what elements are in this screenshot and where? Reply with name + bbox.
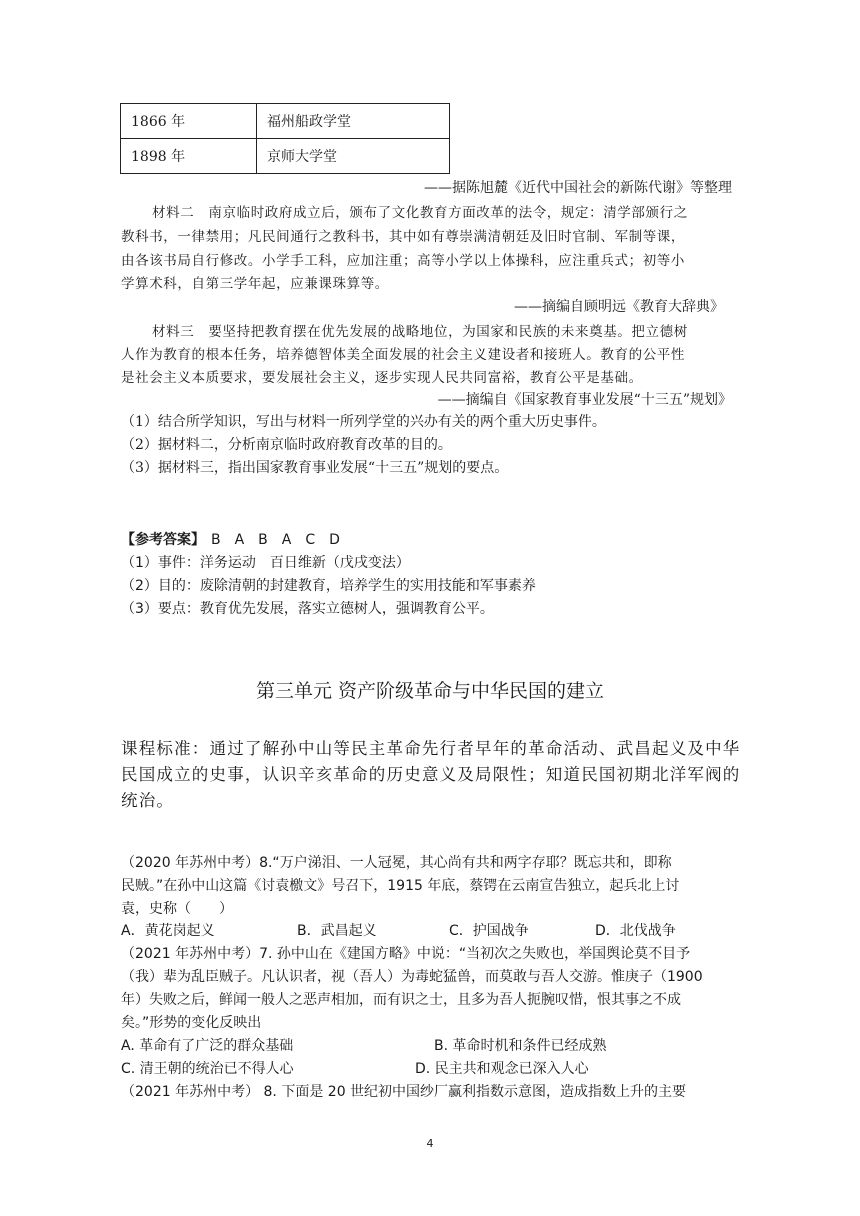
q7-2021-option-c: C. 清王朝的统治已不得人心 xyxy=(121,1061,294,1077)
question-1: （1）结合所学知识，写出与材料一所列学堂的兴办有关的两个重大历史事件。 xyxy=(121,414,606,430)
answer-1: （1）事件：洋务运动 百日维新（戊戌变法） xyxy=(121,555,410,571)
material3-line: 人作为教育的根本任务，培养德智体美全面发展的社会主义建设者和接班人。教育的公平性 xyxy=(121,347,685,363)
q7-2021-line: （我）辈为乱臣贼子。凡认识者，视（吾人）为毒蛇猛兽，而莫敢与吾人交游。惟庚子（1900 xyxy=(121,969,703,985)
q8-2020-line: （2020 年苏州中考）8.“万户涕泪、一人冠冕，其心尚有共和两字存耶？既忘共和，即称 xyxy=(121,855,672,871)
table-row xyxy=(121,139,450,174)
answer-heading: 【参考答案】 xyxy=(121,532,205,548)
table-cell-school: 京师大学堂 xyxy=(257,139,450,174)
answer-heading-row xyxy=(121,529,340,549)
course-standard-line: 民国成立的史事，认识辛亥革命的历史意义及局限性；知道民国初期北洋军阀的 xyxy=(121,765,741,784)
unit-title: 第三单元 资产阶级革命与中华民国的建立 xyxy=(255,680,605,702)
table-row xyxy=(121,104,450,139)
q8-2021-line: （2021 年苏州中考） 8. 下面是 20 世纪初中国纱厂赢利指数示意图，造成指数上升的主要 xyxy=(121,1084,687,1100)
page-number: 4 xyxy=(426,1137,434,1150)
course-standard-line: 课程标准：通过了解孙中山等民主革命先行者早年的革命活动、武昌起义及中华 xyxy=(121,739,741,758)
q7-2021-line: 矣。”形势的变化反映出 xyxy=(121,1015,262,1031)
material3-line: 材料三 要坚持把教育摆在优先发展的战略地位，为国家和民族的未来奠基。把立德树 xyxy=(152,324,688,340)
material2-line: 学算术科，自第三学年起，应兼课珠算等。 xyxy=(121,276,389,292)
table-cell-school: 福州船政学堂 xyxy=(257,104,450,139)
answer-2: （2）目的：废除清朝的封建教育，培养学生的实用技能和军事素养 xyxy=(121,578,536,594)
question-2: （2）据材料二，分析南京临时政府教育改革的目的。 xyxy=(121,437,452,453)
q7-2021-line: 年）失败之后，鲜闻一般人之恶声相加，而有识之士，且多为吾人扼腕叹惜，恨其事之不成 xyxy=(121,992,681,1008)
material2-line: 教科书，一律禁用；凡民间通行之教科书，其中如有尊崇满清朝廷及旧时官制、军制等课， xyxy=(121,229,685,245)
q8-2020-line: 袁，史称（ ） xyxy=(121,901,233,917)
answer-3: （3）要点：教育优先发展，落实立德树人，强调教育公平。 xyxy=(121,601,494,617)
q7-2021-line: （2021 年苏州中考）7. 孙中山在《建国方略》中说：“当初次之失败也，举国舆论莫不目予 xyxy=(121,946,691,962)
q8-2020-option-b: B．武昌起义 xyxy=(297,923,377,939)
material1-source: ——据陈旭麓《近代中国社会的新陈代谢》等整理 xyxy=(424,180,732,196)
school-table xyxy=(120,103,450,174)
question-3: （3）据材料三，指出国家教育事业发展“十三五”规划的要点。 xyxy=(121,460,509,476)
material2-source: ——摘编自顾明远《教育大辞典》 xyxy=(514,299,724,315)
course-standard-line: 统治。 xyxy=(121,791,175,810)
material2-line: 由各该书局自行修改。小学手工科，应加注重；高等小学以上体操科，应注重兵式；初等小 xyxy=(121,253,685,269)
material3-source: ——摘编自《国家教育事业发展“十三五”规划》 xyxy=(437,392,732,408)
table-cell-year: 1898 年 xyxy=(121,139,257,174)
answer-choices: B A B A C D xyxy=(211,532,340,548)
q7-2021-option-a: A. 革命有了广泛的群众基础 xyxy=(121,1038,294,1054)
material2-line: 材料二 南京临时政府成立后，颁布了文化教育方面改革的法令，规定：清学部颁行之 xyxy=(152,205,688,221)
q8-2020-line: 民贼。”在孙中山这篇《讨袁檄文》号召下，1915 年底，蔡锷在云南宣告独立，起兵北上讨 xyxy=(121,878,680,894)
q8-2020-option-d: D．北伐战争 xyxy=(595,923,676,939)
material3-line: 是社会主义本质要求，要发展社会主义，逐步实现人民共同富裕，教育公平是基础。 xyxy=(121,370,643,386)
table-cell-year: 1866 年 xyxy=(121,104,257,139)
q8-2020-option-c: C．护国战争 xyxy=(449,923,529,939)
q7-2021-option-b: B. 革命时机和条件已经成熟 xyxy=(434,1038,607,1054)
q8-2020-option-a: A．黄花岗起义 xyxy=(121,923,215,939)
q7-2021-option-d: D. 民主共和观念已深入人心 xyxy=(415,1061,589,1077)
